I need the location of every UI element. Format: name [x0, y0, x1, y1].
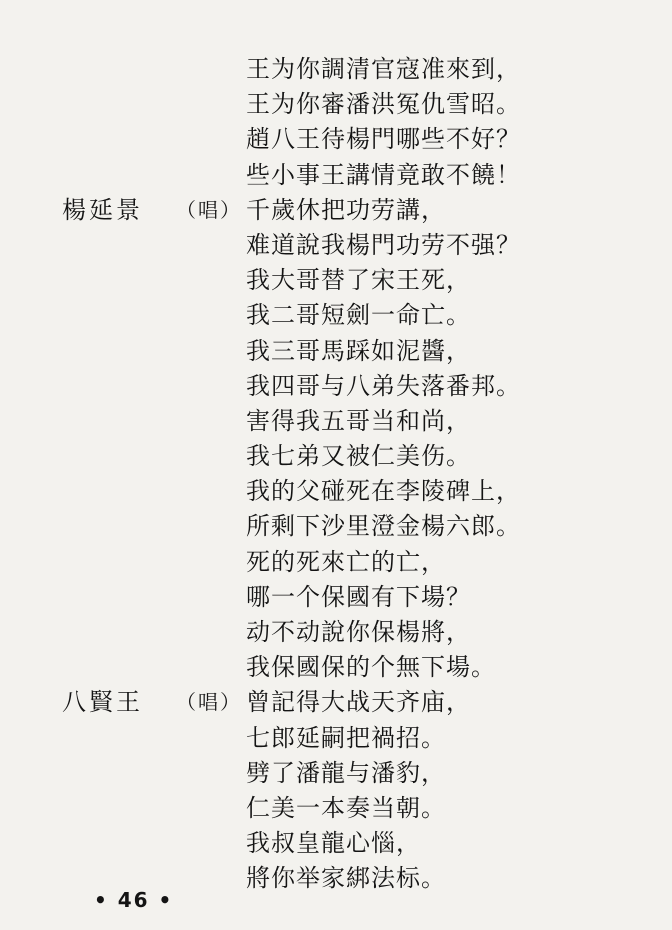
- verse-line: 死的死來亡的亡，: [246, 547, 446, 576]
- page-number: • 46 •: [94, 888, 174, 912]
- verse-line: 我叔皇龍心惱，: [246, 829, 421, 858]
- verse-line: 我三哥馬踩如泥醬，: [246, 336, 471, 365]
- script-line: [0, 615, 672, 650]
- script-line: [0, 122, 672, 157]
- script-line: [0, 404, 672, 439]
- stage-cue: （唱）: [176, 197, 242, 222]
- script-line: [0, 756, 672, 791]
- verse-line: 我保國保的个無下場。: [246, 653, 496, 682]
- script-line: [0, 228, 672, 263]
- verse-line: 七郎延嗣把禍招。: [246, 723, 446, 752]
- script-line: [0, 791, 672, 826]
- script-line: [0, 650, 672, 685]
- verse-line: 我大哥替了宋王死，: [246, 266, 471, 295]
- script-line: [0, 263, 672, 298]
- script-line: [0, 721, 672, 756]
- script-line: [0, 685, 672, 720]
- speaker-name: 楊延景: [62, 195, 143, 224]
- script-line: [0, 580, 672, 615]
- verse-line: 动不动說你保楊將，: [246, 618, 471, 646]
- verse-line: 仁美一本奏当朝。: [246, 793, 446, 822]
- script-line: [0, 87, 672, 122]
- verse-line: 些小事王講情竟敢不饒！: [246, 160, 521, 189]
- script-line: [0, 298, 672, 333]
- verse-line: 曾記得大战天齐庙，: [246, 688, 471, 717]
- verse-line: 难道說我楊門功劳不强？: [246, 230, 521, 259]
- verse-line: 我的父碰死在李陵碑上，: [246, 477, 521, 506]
- script-line: [0, 369, 672, 404]
- verse-line: 哪一个保國有下場？: [246, 582, 471, 611]
- verse-line: 我二哥短劍一命亡。: [246, 301, 471, 330]
- verse-line: 將你举家綁法标。: [246, 864, 446, 893]
- verse-line: 劈了潘龍与潘豹，: [246, 758, 446, 787]
- script-line: [0, 474, 672, 509]
- verse-line: 所剩下沙里澄金楊六郎。: [246, 512, 521, 541]
- verse-line: 王为你調清官寇准來到，: [246, 55, 521, 83]
- stage-cue: （唱）: [176, 690, 242, 715]
- script-line: [0, 439, 672, 474]
- script-line: [0, 826, 672, 861]
- speaker-name: 八賢王: [62, 688, 143, 717]
- script-line: [0, 334, 672, 369]
- script-line: [0, 545, 672, 580]
- script-line: [0, 509, 672, 544]
- script-line: [0, 193, 672, 228]
- verse-line: 趙八王待楊門哪些不好？: [246, 125, 521, 154]
- verse-line: 王为你審潘洪冤仇雪昭。: [246, 90, 521, 119]
- script-line: [0, 52, 672, 87]
- verse-line: 我七弟又被仁美伤。: [246, 442, 471, 471]
- verse-line: 千歲休把功劳講，: [246, 195, 446, 224]
- verse-line: 害得我五哥当和尚，: [246, 406, 471, 435]
- script-lines: [0, 52, 672, 897]
- verse-line: 我四哥与八弟失落番邦。: [246, 371, 521, 400]
- script-line: [0, 158, 672, 193]
